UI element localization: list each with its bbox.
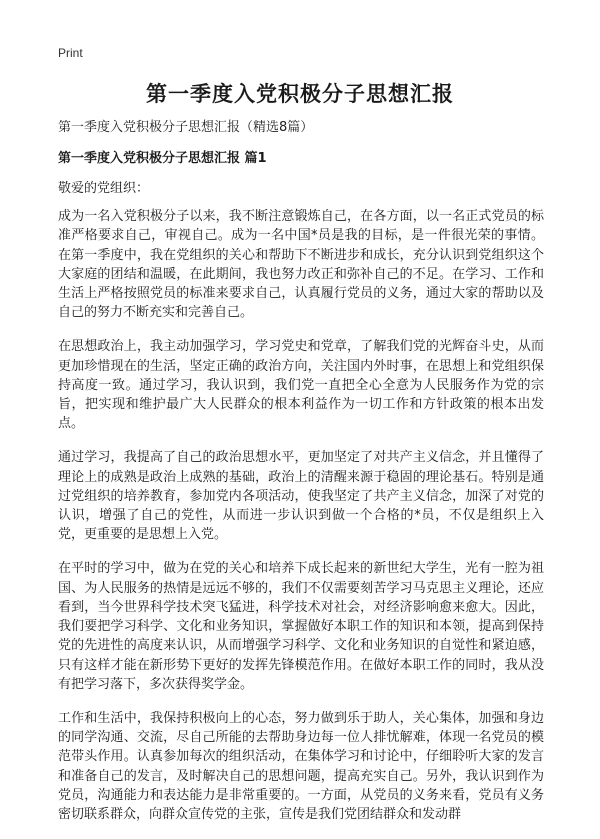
document-subtitle: 第一季度入党积极分子思想汇报（精选8篇） (58, 120, 314, 135)
print-link[interactable]: Print (58, 46, 83, 60)
body-paragraph-3: 通过学习，我提高了自己的政治思想水平，更加坚定了对共产主义信念，并且懂得了理论上的成熟是政治上成熟的基础，政治上的清醒来源于稳固的理论基石。特别是通过党组织的培养教育，参加党内各项活动，使我坚定了共产主义信念，加深了对党的认识，增强了自己的党性，从而进一步认识到做一个合格的*员，不仅是组织上入党，更重要的是思想上入党。 (58, 450, 544, 543)
salutation: 敬爱的党组织： (58, 181, 150, 196)
document-body (58, 207, 544, 839)
body-paragraph-5: 工作和生活中，我保持积极向上的心态，努力做到乐于助人，关心集体，加强和身边的同学沟通、交流，尽自己所能的去帮助身边每一位人排忧解难，体现一名党员的模范带头作用。认真参加每次的组织活动，在集体学习和讨论中，仔细聆听大家的发言和准备自己的发言，及时解决自己的思想问题，提高充实自己。另外，我认识到作为党员，沟通能力和表达能力是非常重要的。一方面，从党员的义务来看，党员有义务密切联系群众，向群众宣传党的主张，宣传是我们党团结群众和发动群 (58, 710, 544, 823)
page-title: 第一季度入党积极分子思想汇报 (146, 82, 454, 106)
body-paragraph-1: 成为一名入党积极分子以来，我不断注意锻炼自己，在各方面，以一名正式党员的标准严格要求自己，审视自己。成为一名中国*员是我的目标，是一件很光荣的事情。在第一季度中，我在党组织的关心和帮助下不断进步和成长，充分认识到党组织这个大家庭的团结和温暖，在此期间，我也努力改正和弥补自己的不足。在学习、工作和生活上严格按照党员的标准来要求自己，认真履行党员的义务，通过大家的帮助以及自己的努力不断充实和完善自己。 (58, 209, 544, 321)
body-paragraph-4: 在平时的学习中，做为在党的关心和培养下成长起来的新世纪大学生，光有一腔为祖国、为人民服务的热情是远远不够的，我们不仅需要刻苦学习马克思主义理论，还应看到，当今世界科学技术突飞猛进，科学技术对社会，对经济影响愈来愈大。因此，我们要把学习科学、文化和业务知识，掌握做好本职工作的知识和本领，提高到保持党的先进性的高度来认识，从而增强学习科学、文化和业务知识的自觉性和紧迫感，只有这样才能在新形势下更好的发挥先锋模范作用。在做好本职工作的同时，我从没有把学习落下，多次获得奖学金。 (58, 561, 544, 693)
section-heading: 第一季度入党积极分子思想汇报 篇1 (58, 151, 267, 166)
body-paragraph-2: 在思想政治上，我主动加强学习，学习党史和党章，了解我们党的光辉奋斗史，从而更加珍惜现在的生活，坚定正确的政治方向，关注国内外时事，在思想上和党组织保持高度一致。通过学习，我认识到，我们党一直把全心全意为人民服务作为党的宗旨，把实现和维护最广大人民群众的根本利益作为一切工作和方针政策的根本出发点。 (58, 339, 544, 432)
